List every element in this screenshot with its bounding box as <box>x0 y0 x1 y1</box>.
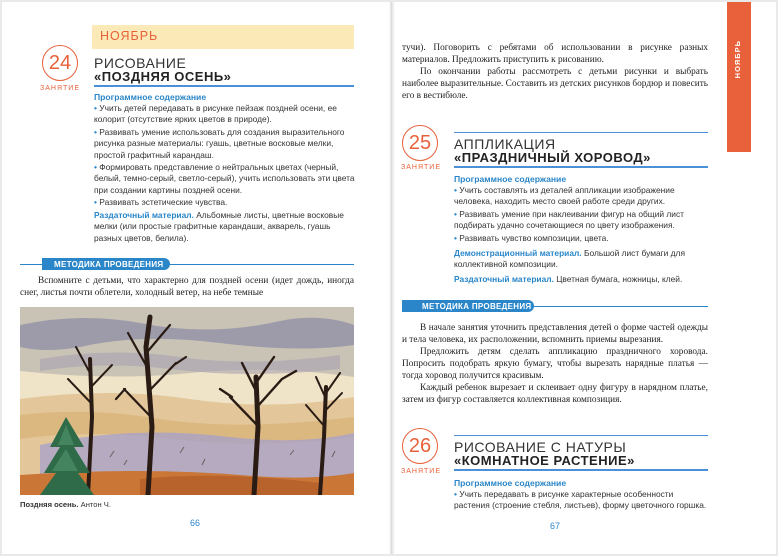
program-heading: Программное содержание <box>454 478 567 488</box>
lesson-number: 24 <box>42 45 78 81</box>
method-bar <box>42 258 170 270</box>
lesson-subtitle: «ПОЗДНЯЯ ОСЕНЬ» <box>94 69 232 84</box>
lesson-label: ЗАНЯТИЕ <box>401 468 441 475</box>
method-label: МЕТОДИКА ПРОВЕДЕНИЯ <box>54 259 164 269</box>
title-rule <box>94 85 354 87</box>
caption-title: Поздняя осень. <box>20 500 79 509</box>
lesson-subtitle: «КОМНАТНОЕ РАСТЕНИЕ» <box>454 453 635 468</box>
program-heading: Программное содержание <box>454 174 567 184</box>
method-body: Предложить детям сделать аппликацию праздничного хоровода. Попросить подобрать яркую бумагу, чтобы вырезать нарядные платья — тогда хоровод получится красивым. <box>402 347 708 381</box>
handout-text: Альбомные листы, цветные восковые мелки (или простые графитные карандаши, акварель, гуашь разных цветов, белила). <box>94 210 344 243</box>
lesson-title: РИСОВАНИЕ С НАТУРЫ <box>454 439 627 455</box>
program-bullet: • Развивать умение использовать для создания выразительного рисунка разные материалы: гуашь, цветные восковые мелки, простой графитный карандаш. <box>94 127 345 160</box>
painting-caption <box>20 500 111 509</box>
program-bullet: • Развивать чувство композиции, цвета. <box>454 233 609 243</box>
month-tab-label: НОЯБРЬ <box>733 40 742 79</box>
lesson-label: ЗАНЯТИЕ <box>401 164 441 171</box>
lesson-title: РИСОВАНИЕ <box>94 55 187 71</box>
program-bullet: • Формировать представление о нейтральных цветах (черный, белый, темно-серый, светло-серый), учить использовать эти цвета при создании картины поздней осени. <box>94 162 355 195</box>
lesson-title: АППЛИКАЦИЯ <box>454 136 556 152</box>
program-bullet: • Учить детей передавать в рисунке пейзаж поздней осени, ее колорит (отсутствие ярких цветов в природе). <box>94 103 337 125</box>
program-bullet: • Учить составлять из деталей аппликации изображение человека, находить место своей работе среди других. <box>454 185 675 207</box>
method-body: Вспомните с детьми, что характерно для поздней осени (идет дождь, иногда снег, листья почти облетели, холодный ветер, на небе темные <box>20 276 354 298</box>
demo-material <box>454 248 710 271</box>
handout-label: Раздаточный материал. <box>94 210 194 220</box>
lesson-label: ЗАНЯТИЕ <box>40 85 80 92</box>
page-gutter <box>389 2 395 554</box>
demo-label: Демонстрационный материал. <box>454 248 582 258</box>
program-heading: Программное содержание <box>94 92 207 102</box>
title-rule <box>454 435 708 436</box>
lesson-subtitle: «ПРАЗДНИЧНЫЙ ХОРОВОД» <box>454 150 651 165</box>
month-band <box>92 25 354 49</box>
title-rule <box>454 166 708 168</box>
handout-label: Раздаточный материал. <box>454 274 554 284</box>
program-bullet: • Учить передавать в рисунке характерные особенности растения (строение стебля, листьев), форму цветочного горшка. <box>454 489 707 511</box>
method-bar <box>402 300 534 312</box>
month-label: НОЯБРЬ <box>100 29 159 43</box>
method-body: В начале занятия уточнить представления детей о форме частей одежды и тела человека, их расположении, вспомнить приемы вырезания. <box>402 323 708 345</box>
handout-text: Цветная бумага, ножницы, клей. <box>556 274 683 284</box>
program-bullet: • Развивать умение при наклеивании фигур на общий лист подбирать удачно сочетающиеся по цвету изображения. <box>454 209 684 231</box>
handout-material <box>94 210 356 244</box>
caption-author: Антон Ч. <box>80 500 111 509</box>
handout-material <box>454 274 710 285</box>
page-number-left: 66 <box>190 518 201 528</box>
title-rule <box>454 132 708 133</box>
demo-text: Большой лист бумаги для коллективной композиции. <box>454 248 685 270</box>
method-label: МЕТОДИКА ПРОВЕДЕНИЯ <box>422 301 532 311</box>
title-rule <box>454 469 708 471</box>
book-spread <box>2 2 776 554</box>
method-body: Каждый ребенок вырезает и склеивает одну фигуру в нарядном платье, затем из фигур составляется коллективная композиция. <box>402 383 708 405</box>
program-bullet: • Развивать эстетические чувства. <box>94 197 228 207</box>
lesson-number: 25 <box>402 125 438 161</box>
lesson-number: 26 <box>402 428 438 464</box>
painting-late-autumn <box>20 307 354 495</box>
continuation-text: тучи). Поговорить с ребятами об использовании в рисунке разных материалов. Предложить приступить к рисованию. <box>402 43 708 65</box>
page-number-right: 67 <box>550 521 561 531</box>
month-tab <box>727 2 751 152</box>
continuation-text: По окончании работы рассмотреть с детьми рисунки и выбрать наиболее выразительные. Составить из детских рисунков бордюр и повесить его в вестибюле. <box>402 67 709 101</box>
